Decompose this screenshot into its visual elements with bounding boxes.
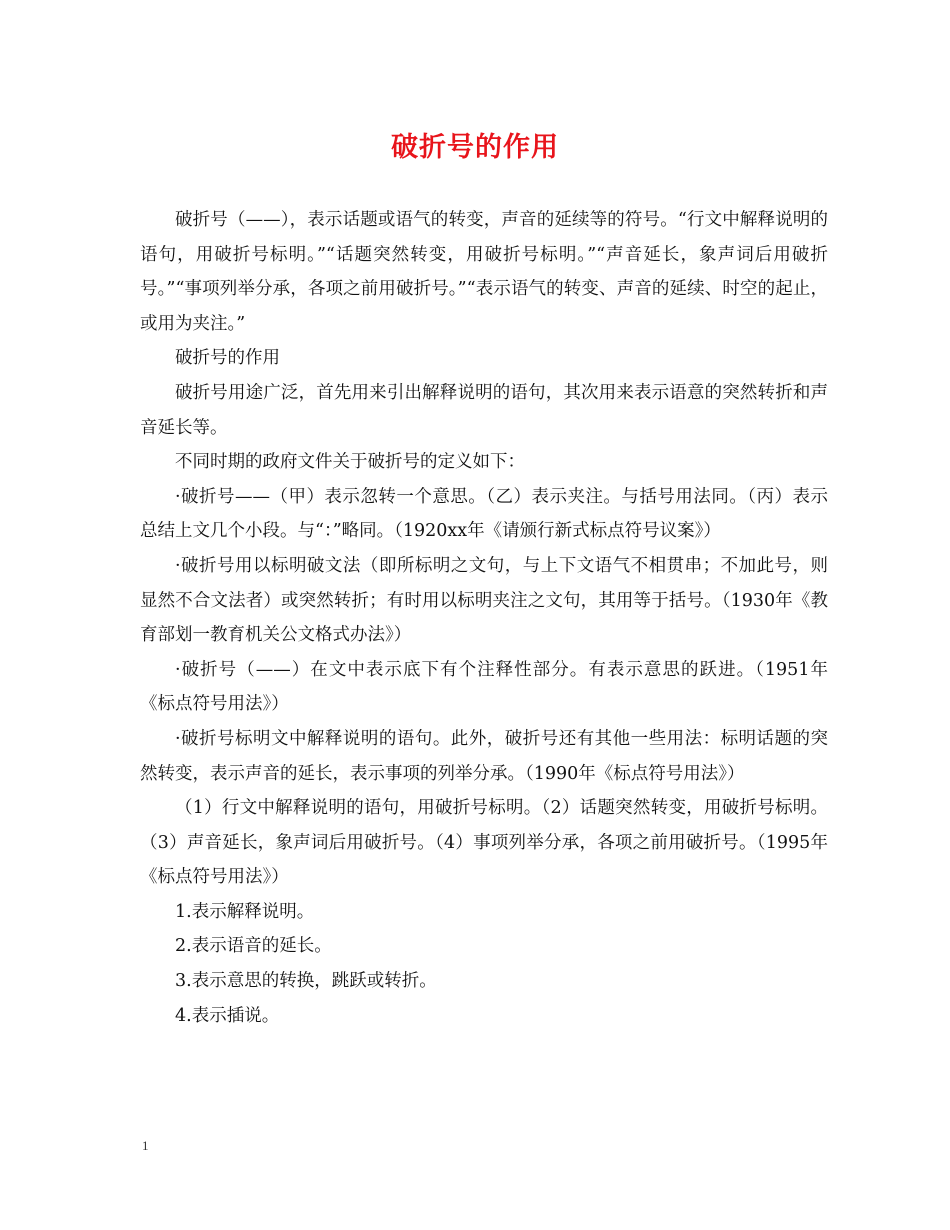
list-item: 3.表示意思的转换，跳跃或转折。 — [175, 971, 437, 992]
paragraph-definition-1930: ·破折号用以标明破文法（即所标明之文句，与上下文语气不相贯串；不加此号，则显然不合文法者）或突然转折；有时用以标明夹注之文句，其用等于括号。（1930年《教育部划一教育机关公文格式办法》） — [140, 555, 828, 646]
paragraph-definition-1990: ·破折号标明文中解释说明的语句。此外，破折号还有其他一些用法：标明话题的突然转变，表示声音的延长，表示事项的列举分承。（1990年《标点符号用法》） — [140, 728, 828, 784]
paragraph-subheading: 破折号的作用 — [175, 348, 280, 369]
page-number: 1 — [142, 1138, 149, 1153]
paragraph-intro: 破折号（——），表示话题或语气的转变，声音的延续等的符号。“行文中解释说明的语句，用破折号标明。”“话题突然转变，用破折号标明。”“声音延长，象声词后用破折号。”“事项列举分承，各项之前用破折号。”“表示语气的转变、声音的延续、时空的起止，或用为夹注。” — [140, 210, 828, 334]
list-item: 2.表示语音的延长。 — [175, 936, 332, 957]
document-title: 破折号的作用 — [391, 132, 559, 163]
document-body — [140, 203, 828, 1033]
paragraph-definition-1995: （1）行文中解释说明的语句，用破折号标明。（2）话题突然转变，用破折号标明。（3）声音延长，象声词后用破折号。（4）事项列举分承，各项之前用破折号。（1995年《标点符号用法》） — [140, 798, 828, 888]
list-item: 1.表示解释说明。 — [175, 901, 315, 922]
list-item: 4.表示插说。 — [175, 1005, 280, 1026]
paragraph-definition-1951: ·破折号（——）在文中表示底下有个注释性部分。有表示意思的跃进。（1951年《标点符号用法》） — [140, 659, 828, 715]
paragraph-usage: 破折号用途广泛，首先用来引出解释说明的语句，其次用来表示语意的突然转折和声音延长等。 — [140, 382, 828, 438]
paragraph-definition-1920: ·破折号——（甲）表示忽转一个意思。（乙）表示夹注。与括号用法同。（丙）表示总结上文几个小段。与“：”略同。（1920xx年《请颁行新式标点符号议案》） — [140, 486, 828, 542]
paragraph-definitions-intro: 不同时期的政府文件关于破折号的定义如下： — [175, 452, 525, 473]
